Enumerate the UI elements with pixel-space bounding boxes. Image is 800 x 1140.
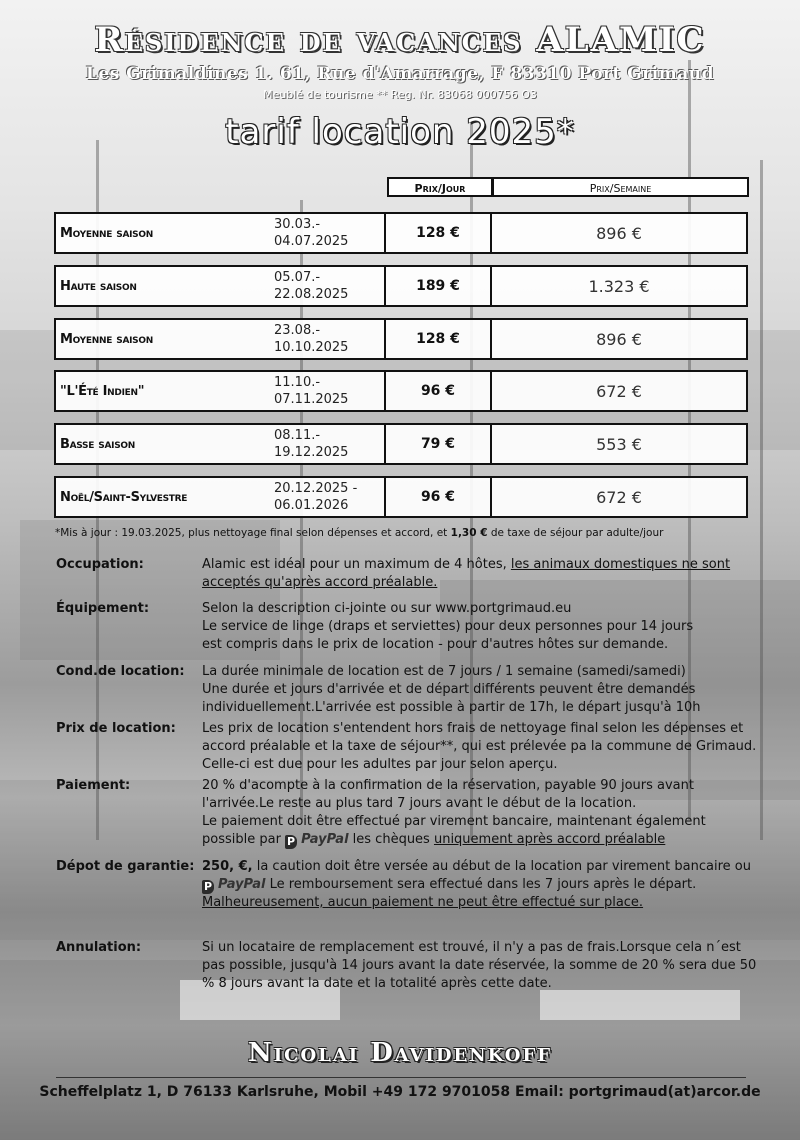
paypal-icon: P	[287, 835, 296, 848]
price-per-week: 672 €	[596, 488, 642, 507]
price-per-day: 189 €	[416, 278, 460, 294]
price-per-week: 553 €	[596, 435, 642, 454]
price-per-week: 1.323 €	[588, 277, 650, 296]
season-dates: 20.12.2025 - 06.01.2026	[274, 481, 358, 513]
price-per-day: 128 €	[416, 225, 460, 241]
column-header-price-week: Prix/Semaine	[492, 177, 749, 197]
paypal-logo: P PayPal	[203, 877, 266, 893]
price-per-day: 128 €	[416, 331, 460, 347]
season-dates: 30.03.- 04.07.2025	[274, 217, 349, 249]
tarif-heading: tarif location 2025*	[225, 112, 575, 152]
price-per-week: 896 €	[596, 330, 642, 349]
occupation-text: Alamic est idéal pour un maximum de 4 hôtes, les animaux domestiques ne sont acceptés qu'après accord préalable.	[202, 557, 731, 590]
depot-text: 250, €, la caution doit être versée au début de la location par virement bancaire ou P PayPal Le remboursement sera effectué dans les 7 jours après le départ. Malheureusement, aucun paiement ne peut être effectué sur place.	[202, 859, 751, 910]
paiement-text: 20 % d'acompte à la confirmation de la réservation, payable 90 jours avant l'arrivée.Le reste au plus tard 7 jours avant le début de la location. Le paiement doit être effectué par virement bancaire, maintenant également possible par P PayPal les chèques uniquement après accord préalable	[202, 778, 706, 848]
season-name: Noël/Saint-Sylvestre	[60, 490, 188, 505]
page-title: Résidence de vacances ALAMIC	[94, 20, 706, 60]
season-dates: 08.11.- 19.12.2025	[274, 428, 349, 460]
conditions-label: Cond.de location:	[56, 664, 185, 679]
prix-text: Les prix de location s'entendent hors frais de nettoyage final selon les dépenses et accord préalable et la taxe de séjour**, qui est prélevée pa la commune de Grimaud. Celle-ci est due pour les adultes par jour selon aperçu.	[202, 721, 757, 772]
equipement-label: Équipement:	[56, 601, 150, 616]
annulation-text: Si un locataire de remplacement est trouvé, il n'y a pas de frais.Lorsque cela n´est pas possible, jusqu'à 14 jours avant la date réservée, la somme de 20 % sera due 50 % 8 jours avant la date et la totalité après cette date.	[202, 940, 757, 991]
price-per-day: 96 €	[420, 489, 456, 505]
address: Les Grimaldines 1. 61, Rue d'Amarrage, F 83310 Port Grimaud	[86, 64, 714, 84]
paypal-icon: P	[203, 880, 213, 893]
contact-line: Scheffelplatz 1, D 76133 Karlsruhe, Mobil +49 172 9701058 Email: portgrimaud(at)arcor.de	[39, 1084, 761, 1100]
annulation-label: Annulation:	[56, 940, 142, 955]
rate-row	[54, 476, 748, 518]
conditions-text: La durée minimale de location est de 7 jours / 1 semaine (samedi/samedi) Une durée et jours d'arrivée et de départ différents peuvent être demandés individuellement.L'arrivée est possible à partir de 17h, le départ jusqu'à 10h	[202, 664, 701, 715]
season-name: Moyenne saison	[60, 332, 153, 347]
season-name: Moyenne saison	[60, 226, 153, 241]
rate-row	[54, 265, 748, 307]
rate-row	[54, 423, 748, 465]
season-name: Haute saison	[60, 279, 137, 294]
rate-row	[54, 370, 748, 412]
price-per-day: 79 €	[420, 436, 456, 452]
registration-number: Meublé de tourisme ** Reg. Nr. 83068 000756 O3	[263, 88, 537, 101]
owner-name: Nicolai Davidenkoff	[247, 1038, 553, 1068]
season-dates: 05.07.- 22.08.2025	[274, 270, 349, 302]
column-header-price-day: Prix/Jour	[387, 177, 493, 197]
price-per-week: 672 €	[596, 382, 642, 401]
rate-row	[54, 318, 748, 360]
prix-label: Prix de location:	[56, 721, 176, 736]
depot-label: Dépot de garantie:	[56, 859, 195, 874]
season-name: Basse saison	[60, 437, 135, 452]
season-dates: 11.10.- 07.11.2025	[274, 375, 349, 407]
footnote: *Mis à jour : 19.03.2025, plus nettoyage final selon dépenses et accord, et 1,30 € de taxe de séjour par adulte/jour	[55, 527, 664, 539]
equipement-text: Selon la description ci-jointe ou sur www.portgrimaud.eu Le service de linge (draps et serviettes) pour deux personnes pour 14 jours est compris dans le prix de location - pour d'autres hôtes sur demande.	[202, 601, 694, 652]
price-per-week: 896 €	[596, 224, 642, 243]
paypal-logo: P PayPal	[287, 832, 349, 848]
divider	[56, 1077, 746, 1078]
rate-row	[54, 212, 748, 254]
paiement-label: Paiement:	[56, 778, 131, 793]
season-dates: 23.08.- 10.10.2025	[274, 323, 349, 355]
occupation-label: Occupation:	[56, 557, 144, 572]
price-per-day: 96 €	[420, 383, 456, 399]
season-name: "L'Été Indien"	[60, 384, 145, 399]
